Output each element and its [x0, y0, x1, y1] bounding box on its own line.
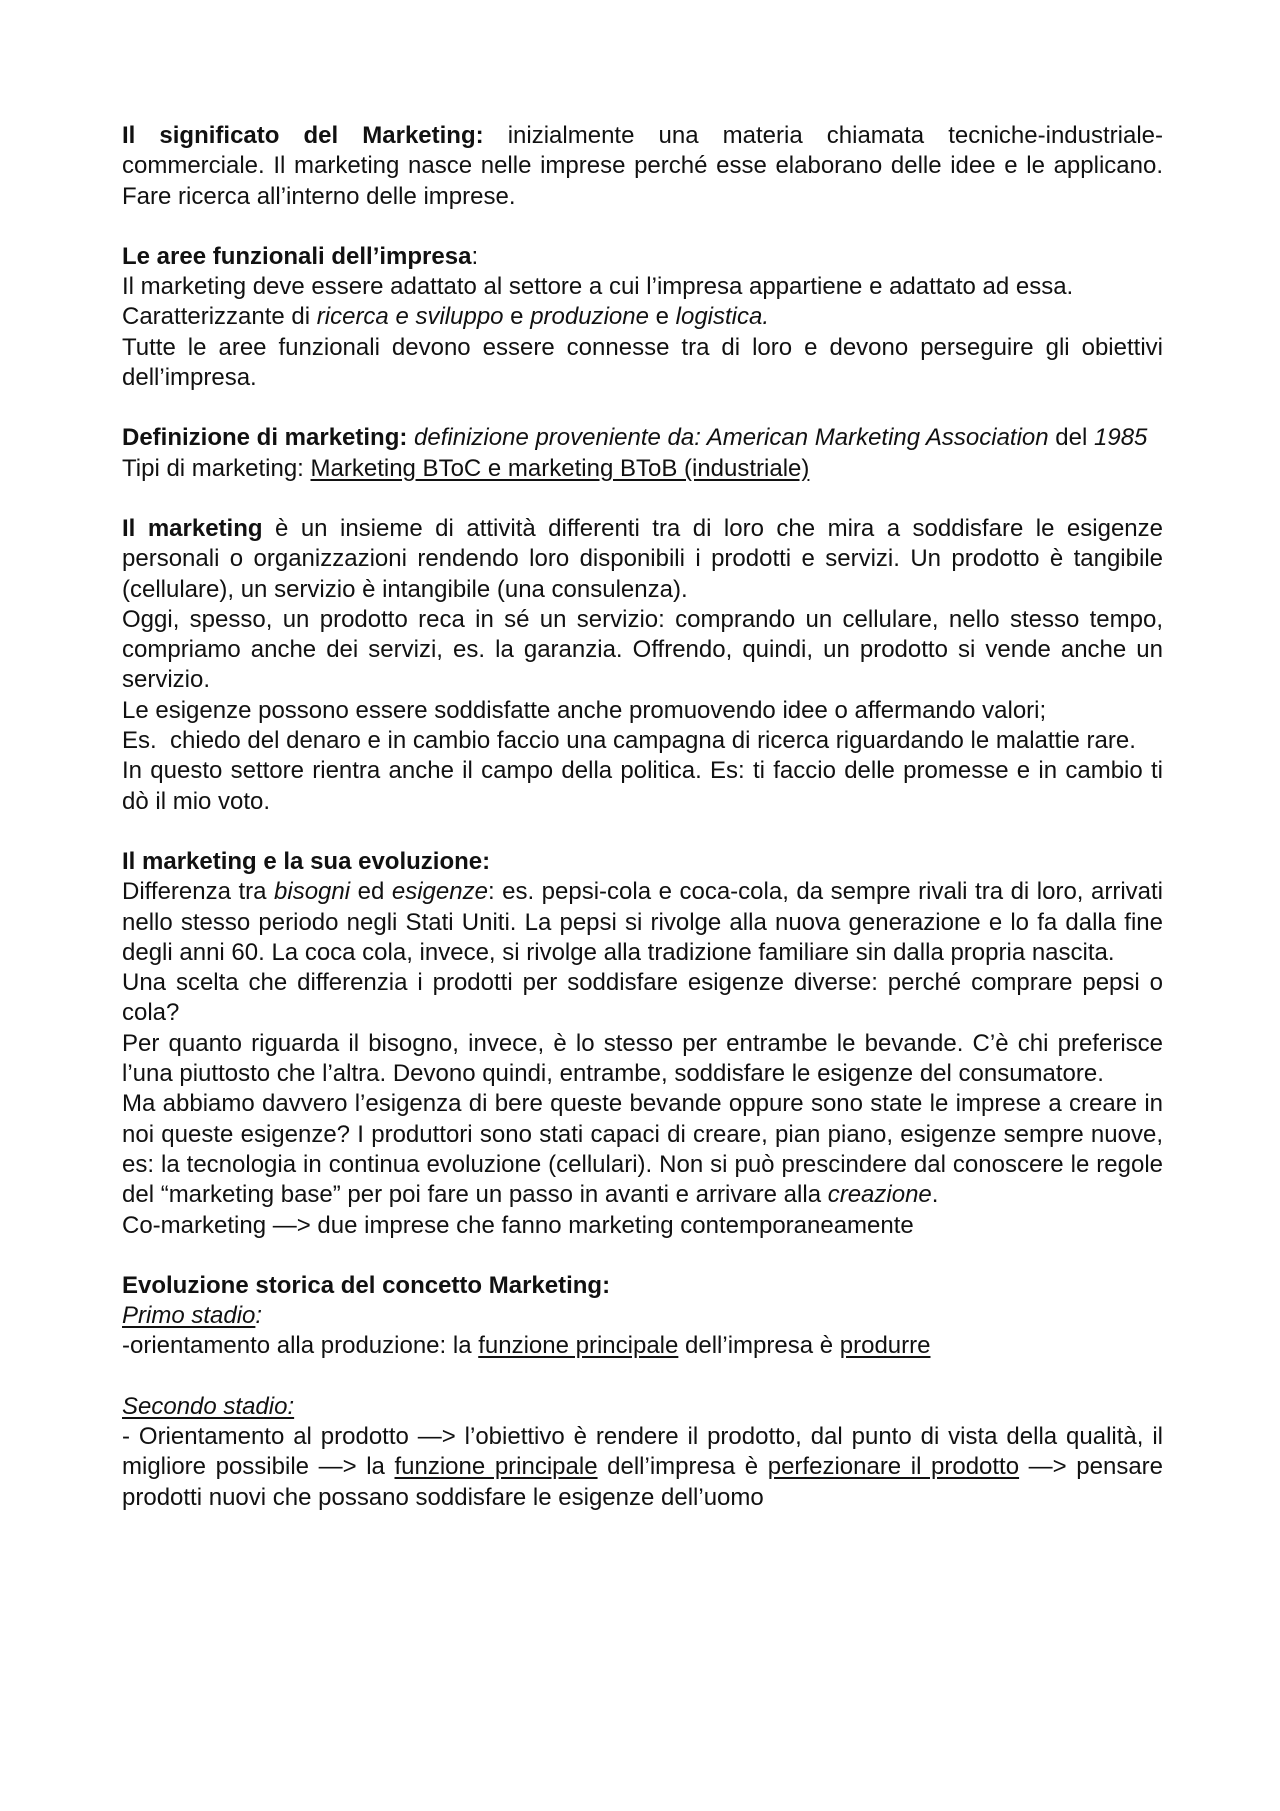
stage-label	[122, 1392, 1163, 1422]
paragraph	[122, 1331, 1163, 1361]
paragraph	[122, 121, 1163, 212]
body-text: dell’impresa è	[597, 1453, 768, 1481]
paragraph: Una scelta che differenzia i prodotti per soddisfare esigenze diverse: perché comprare pepsi o cola?	[122, 969, 1163, 1027]
body-text: Differenza tra	[122, 878, 275, 906]
paragraph: Es. chiedo del denaro e in cambio faccio una campagna di ricerca riguardando le malattie rare.	[122, 727, 1136, 755]
underlined-text: funzione principale	[478, 1332, 679, 1360]
paragraph	[122, 454, 1163, 484]
italic-text: produzione	[530, 303, 649, 331]
body-text: .	[931, 1181, 939, 1209]
body-text: Tipi di marketing:	[122, 454, 311, 482]
body-text: Caratterizzante di	[122, 303, 317, 331]
body-text: Ma abbiamo davvero l’esigenza di bere queste bevande oppure sono state le imprese a creare in noi queste esigenze? I produttori sono stati capaci di creare, pian piano, esigenze sempre nuove, es: la tecnologia in continua evoluzione (cellulari). Non si può prescindere dal conoscere le regole del “marketing base” per poi fare un passo in avanti e arrivare alla	[122, 1090, 1163, 1209]
body-text: dell’impresa è	[678, 1332, 840, 1360]
section-evoluzione-storica	[122, 1271, 1163, 1362]
heading-line	[122, 242, 1163, 272]
underlined-text: perfezionare il prodotto	[767, 1453, 1020, 1481]
italic-text: ricerca e sviluppo	[316, 303, 504, 331]
underlined-text: produrre	[839, 1332, 931, 1360]
heading-colon: :	[471, 242, 479, 270]
section-aree-funzionali	[122, 242, 1163, 393]
paragraph	[122, 302, 1163, 332]
body-text: e	[503, 303, 531, 331]
section-significato-marketing	[122, 121, 1163, 212]
italic-text: Primo stadio	[122, 1302, 256, 1330]
section-il-marketing	[122, 514, 1163, 817]
paragraph	[122, 1422, 1163, 1513]
body-text: del	[1048, 424, 1094, 452]
section-heading: Le aree funzionali dell’impresa	[122, 242, 472, 270]
underlined-text: funzione principale	[394, 1453, 598, 1481]
italic-text: esigenze	[391, 878, 488, 906]
paragraph	[122, 1089, 1163, 1210]
paragraph: Co-marketing —> due imprese che fanno marketing contemporaneamente	[122, 1211, 914, 1239]
body-text: e	[648, 303, 676, 331]
body-text: : es. pepsi-cola e coca-cola, da sempre rivali tra di loro, arrivati nello stesso periodo negli Stati Uniti. La pepsi si rivolge alla nuova generazione e lo fa dalla fine degli anni 60. La coca cola, invece, si rivolge alla tradizione familiare sin dalla propria nascita.	[122, 878, 1164, 966]
italic-text: logistica.	[675, 303, 770, 331]
italic-text: 1985	[1094, 424, 1148, 452]
section-heading: Evoluzione storica del concetto Marketing:	[122, 1271, 611, 1299]
body-text: - Orientamento al prodotto —> l’obiettivo è rendere il prodotto, dal punto di vista della qualità, il migliore possibile —> la	[122, 1422, 1163, 1481]
paragraph: In questo settore rientra anche il campo della politica. Es: ti faccio delle promesse e in cambio ti dò il mio voto.	[122, 757, 1163, 815]
paragraph	[122, 514, 1163, 605]
italic-text: Secondo stadio:	[122, 1392, 295, 1420]
paragraph: Per quanto riguarda il bisogno, invece, è lo stesso per entrambe le bevande. C’è chi preferisce l’una piuttosto che l’altra. Devono quindi, entrambe, soddisfare le esigenze del consumatore.	[122, 1029, 1163, 1088]
body-text: —> pensare prodotti nuovi che possano soddisfare le esigenze dell’uomo	[122, 1453, 1164, 1511]
section-definizione	[122, 423, 1163, 484]
paragraph: Oggi, spesso, un prodotto reca in sé un servizio: comprando un cellulare, nello stesso tempo, compriamo anche dei servizi, es. la garanzia. Offrendo, quindi, un prodotto si vende anche un servizio.	[122, 605, 1163, 694]
paragraph: Le esigenze possono essere soddisfatte anche promuovendo idee o affermando valori;	[122, 696, 1047, 724]
section-heading: Il significato del Marketing:	[122, 122, 484, 149]
paragraph	[122, 423, 1163, 453]
underlined-text: Marketing BToC e marketing BToB (industriale)	[310, 454, 810, 482]
body-text: è un insieme di attività differenti tra di loro che mira a soddisfare le esigenze personali o organizzazioni rendendo loro disponibili i prodotti e servizi. Un prodotto è tangibile (cellulare), un servizio è intangibile (una consulenza).	[122, 514, 1163, 603]
section-heading: Il marketing	[122, 514, 263, 542]
section-heading: Il marketing e la sua evoluzione:	[122, 847, 491, 875]
heading-line	[122, 1271, 1163, 1301]
section-heading: Definizione di marketing:	[122, 424, 408, 452]
section-secondo-stadio	[122, 1392, 1163, 1513]
italic-colon: :	[255, 1302, 263, 1330]
body-text: inizialmente una materia chiamata tecniche-industriale-commerciale. Il marketing nasce nelle imprese perché esse elaborano delle idee e le applicano. Fare ricerca all’interno delle imprese.	[122, 122, 1163, 210]
paragraph	[122, 877, 1163, 968]
body-text: ed	[350, 878, 392, 906]
underlined-italic-label	[122, 1393, 294, 1420]
section-evoluzione	[122, 847, 1163, 1241]
italic-text: definizione proveniente da: American Marketing Association	[407, 424, 1049, 452]
paragraph: Tutte le aree funzionali devono essere connesse tra di loro e devono perseguire gli obiettivi dell’impresa.	[122, 333, 1163, 392]
heading-line	[122, 847, 1163, 877]
italic-text: creazione	[827, 1181, 932, 1209]
underlined-italic-label	[122, 1302, 255, 1329]
paragraph: Il marketing deve essere adattato al settore a cui l’impresa appartiene e adattato ad essa.	[122, 273, 1074, 301]
stage-label	[122, 1301, 1163, 1331]
body-text: -orientamento alla produzione: la	[122, 1332, 479, 1360]
italic-text: bisogni	[274, 878, 351, 906]
